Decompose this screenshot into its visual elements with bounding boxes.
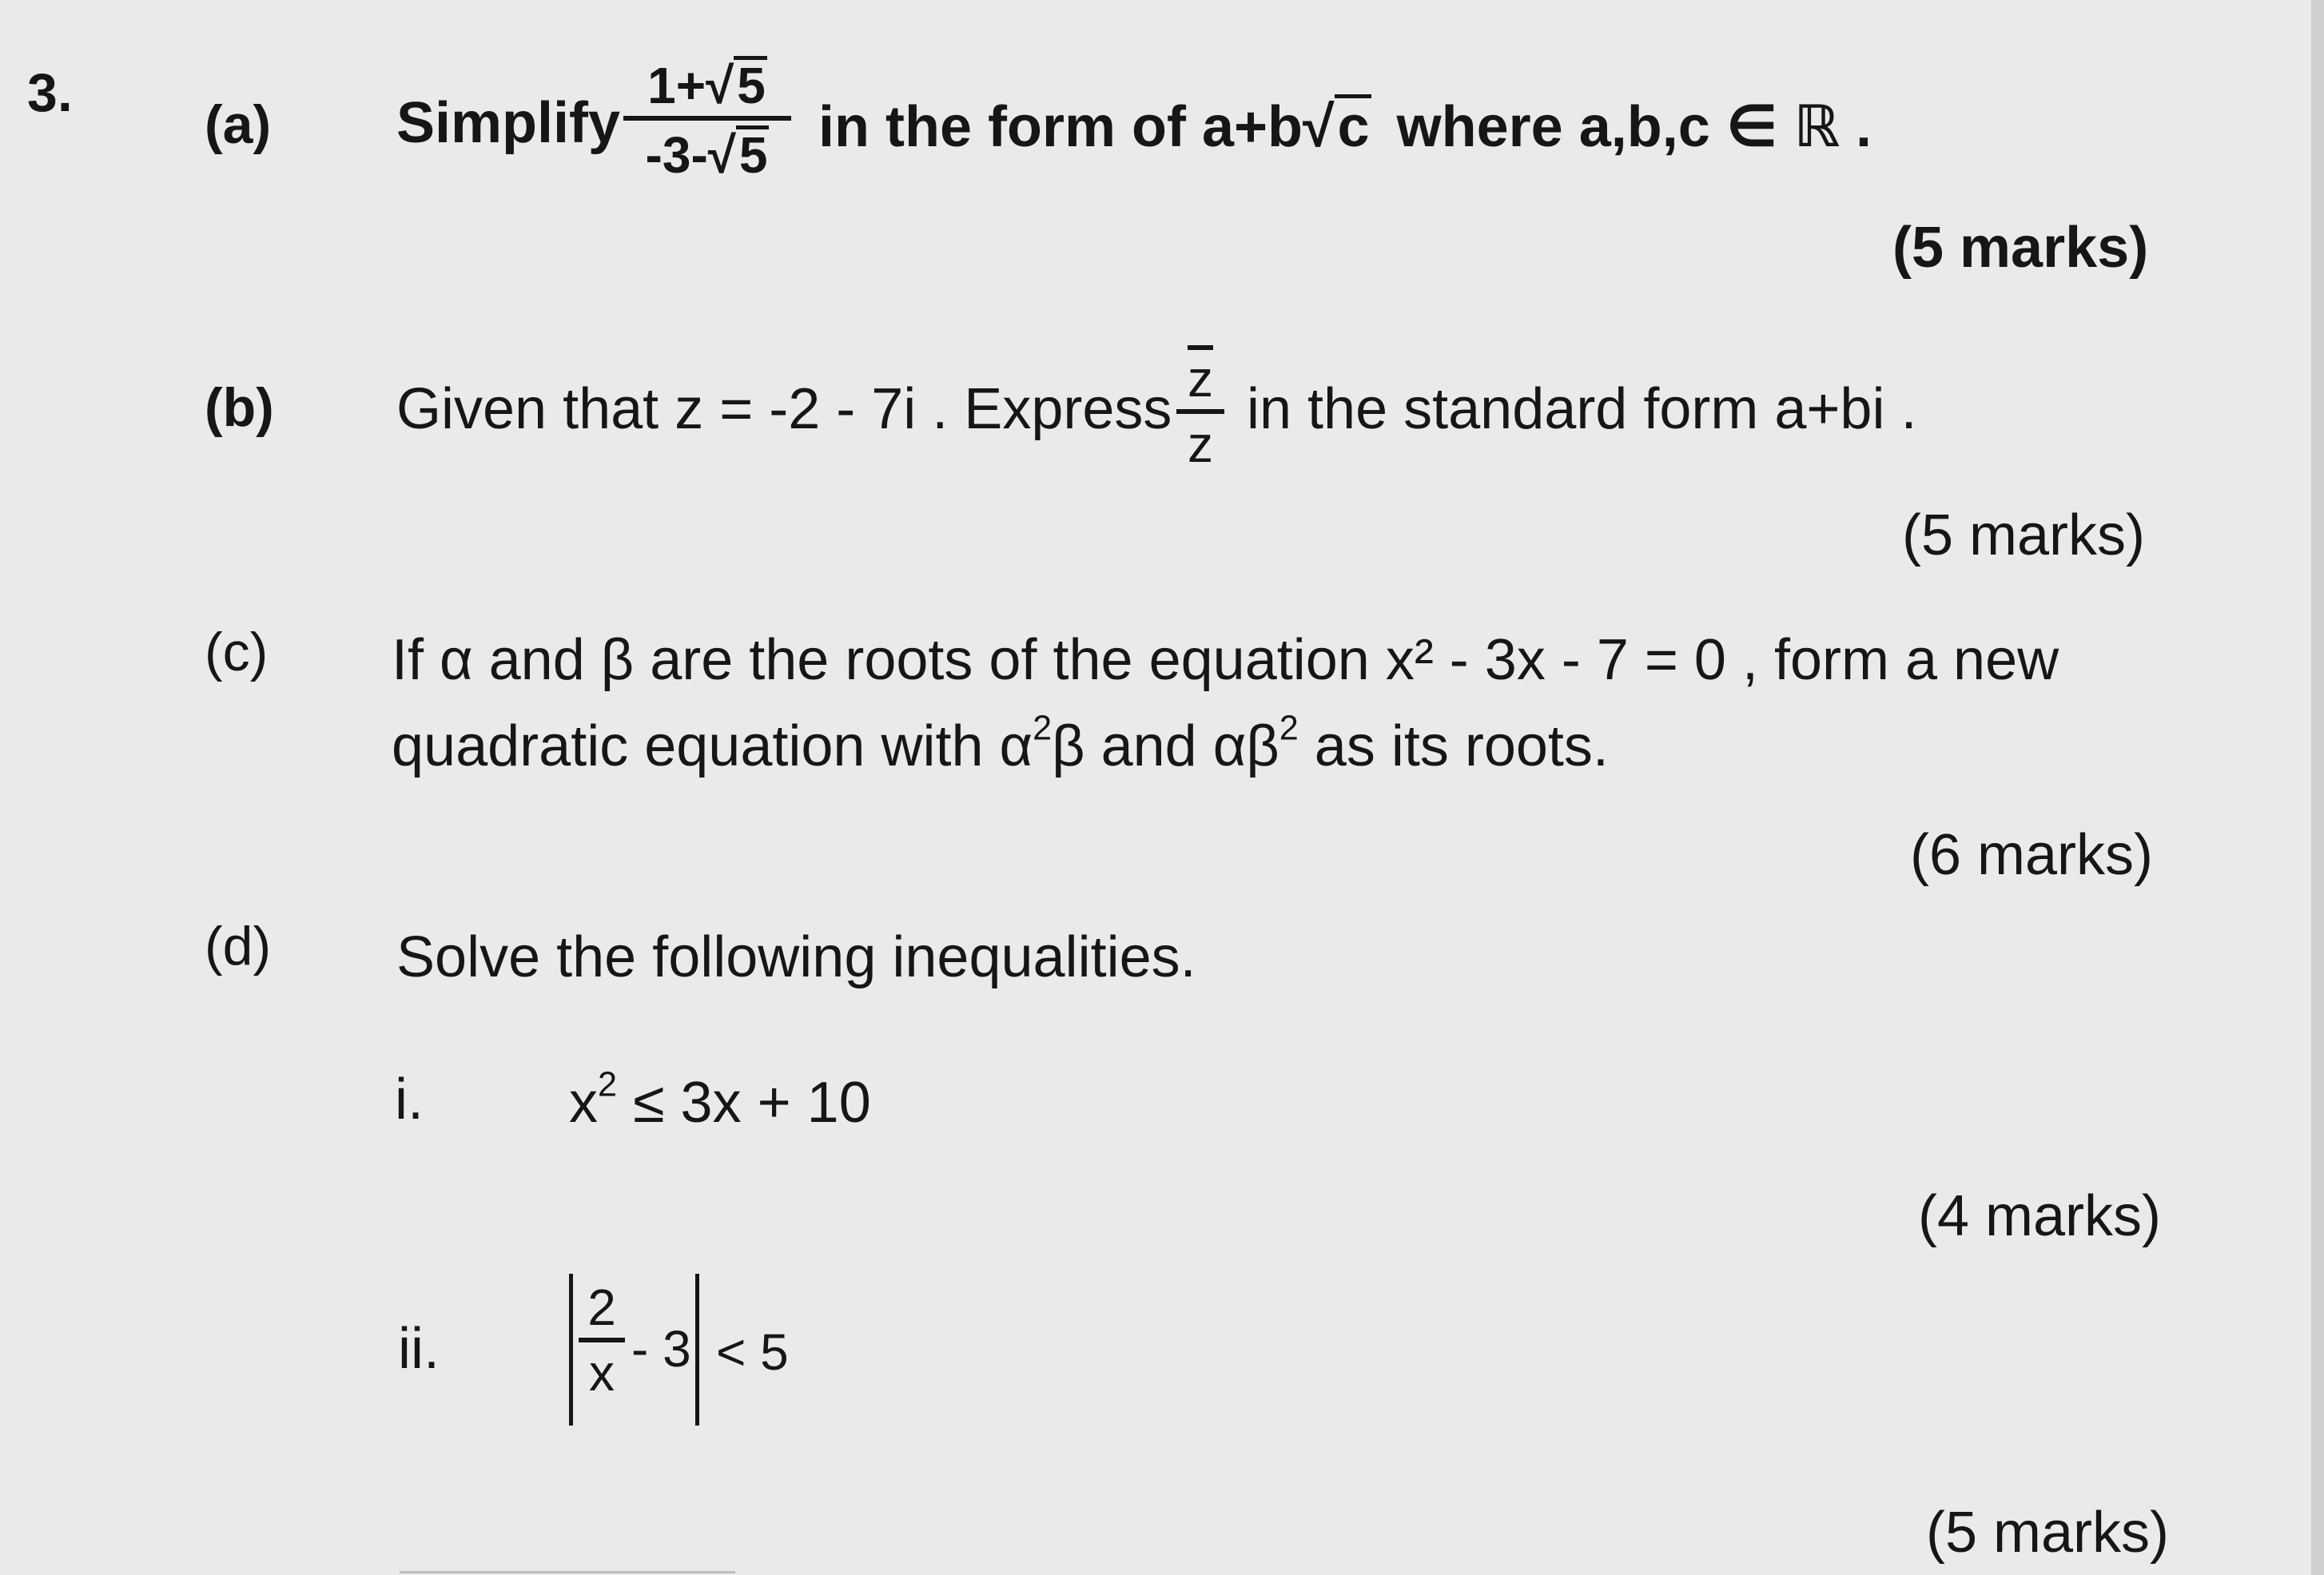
question-number: 3. — [27, 62, 73, 123]
part-d-text: Solve the following inequalities. — [396, 925, 1196, 989]
part-a-prefix: Simplify — [396, 91, 621, 155]
part-d-item-ii-fraction — [579, 1279, 625, 1402]
part-a-den-lead: -3- — [645, 126, 708, 184]
part-d-item-i-marks: (4 marks) — [1918, 1184, 2161, 1248]
part-a-denominator — [623, 121, 791, 184]
part-b-marks: (5 marks) — [1902, 503, 2145, 567]
item-i-expr-a: x — [569, 1071, 598, 1135]
part-a-numerator — [623, 56, 791, 116]
part-c-line2-c: as its roots. — [1298, 714, 1609, 778]
part-c-label: (c) — [205, 622, 269, 682]
bottom-rule — [400, 1571, 735, 1573]
abs-bar-right — [695, 1274, 699, 1426]
part-b-text-end: in the standard form a+bi . — [1247, 377, 1917, 441]
part-c-line2-b: β and αβ — [1052, 714, 1279, 778]
part-c-line2-a: quadratic equation with α — [392, 714, 1033, 778]
part-b-fraction — [1176, 350, 1224, 473]
sqrt-symbol-icon: √ — [706, 57, 734, 114]
page-edge-shadow — [2311, 0, 2324, 1575]
part-c-line2 — [392, 709, 1609, 778]
sqrt-symbol-icon: √ — [707, 126, 736, 184]
part-b-text-start: Given that z = -2 - 7i . Express — [396, 377, 1172, 441]
part-b-numerator: $\overline{z}$ — [1188, 350, 1213, 408]
part-a-marks: (5 marks) — [1892, 216, 2149, 280]
item-ii-numerator: 2 — [587, 1279, 616, 1336]
sqrt-symbol-icon: √ — [1303, 95, 1335, 159]
item-ii-expr-mid: - 3 — [631, 1320, 691, 1378]
part-c-sup1: 2 — [1033, 709, 1053, 748]
part-a-text-mid: in the form of a+b — [818, 95, 1303, 159]
part-a-num-lead: 1+ — [647, 57, 706, 114]
item-i-sup: 2 — [598, 1065, 618, 1104]
part-a-label: (a) — [205, 94, 272, 155]
part-a-rad-c: c — [1335, 94, 1371, 156]
part-d-label: (d) — [205, 916, 272, 976]
part-c-marks: (6 marks) — [1910, 823, 2153, 887]
part-b-denominator: z — [1188, 416, 1213, 473]
part-a-num-radicand: 5 — [734, 56, 767, 111]
part-d-item-i-label: i. — [395, 1068, 424, 1132]
abs-bar-left — [569, 1274, 573, 1426]
part-a-statement — [818, 94, 1872, 159]
part-a-den-radicand: 5 — [736, 125, 770, 181]
part-a-text-end: where a,b,c ∈ ℝ . — [1396, 95, 1872, 159]
part-d-item-ii-label: ii. — [398, 1317, 440, 1381]
part-b-label: (b) — [205, 377, 274, 438]
item-ii-denominator: x — [589, 1344, 615, 1402]
part-a-fraction — [623, 56, 791, 184]
part-c-line1: If α and β are the roots of the equation x² - 3x - 7 = 0 , form a new — [392, 628, 2059, 692]
part-d-item-ii-marks: (5 marks) — [1926, 1501, 2169, 1565]
item-ii-expr-end: < 5 — [716, 1323, 789, 1381]
part-c-sup2: 2 — [1279, 709, 1299, 748]
item-i-expr-b: ≤ 3x + 10 — [617, 1071, 871, 1135]
part-d-item-i-expr — [569, 1065, 871, 1135]
